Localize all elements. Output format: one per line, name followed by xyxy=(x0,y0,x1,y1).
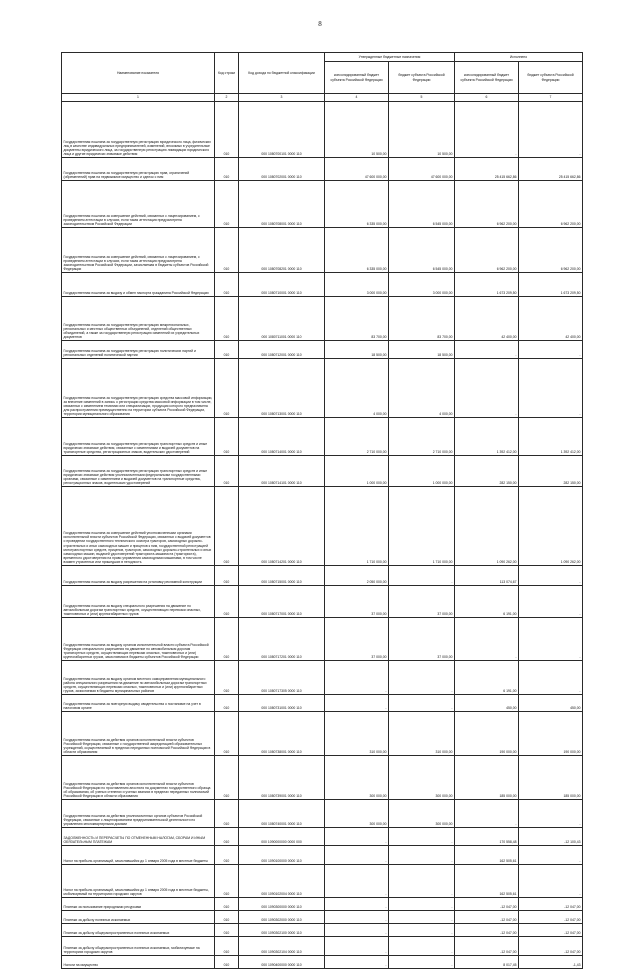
row-name: Государственная пошлина за государственную регистрацию средства массовой информации, за внесение изменений в запись о регистрации средства массовой информации в том числе, связанных с изменением тематики или специализации, продукция которого предназначена для распространения преимущественно на территории субъекта Российской Федерации, территории муниципального образования xyxy=(62,359,215,418)
executed-subject-value: -12 047,00 xyxy=(519,924,583,937)
row-name: ЗАДОЛЖЕННОСТЬ И ПЕРЕРАСЧЕТЫ ПО ОТМЕНЕННЫМ НАЛОГАМ, СБОРАМ И ИНЫМ ОБЯЗАТЕЛЬНЫМ ПЛАТЕЖАМ xyxy=(62,828,215,846)
approved-consolidated-value: - xyxy=(325,911,389,924)
approved-subject-value: - xyxy=(389,924,455,937)
approved-subject-value: 47 600 000,00 xyxy=(389,158,455,181)
executed-subject-value: - xyxy=(519,102,583,158)
approved-subject-value: - xyxy=(389,898,455,911)
row-kbk: 000 1080717305 0000 110 xyxy=(239,661,325,695)
row-name: Государственная пошлина за действия уполномоченных органов субъектов Российской Федерации, связанные с лицензированием предпринимательской деятельности по управлению многоквартирными домами xyxy=(62,800,215,828)
row-code: 010 xyxy=(215,911,239,924)
executed-subject-value: 1 090 262,00 xyxy=(519,487,583,566)
row-name: Государственная пошлина за совершение действий уполномоченными органами исполнительной власти субъектов Российской Федерации, связанных с выдачей документов о проведении государственного технического осмотра тракторов, самоходных дорожно-строительных и иных самоходных машин и прицепов к ним, государственной регистрацией мототранспортных средств, прицепов, тракторов, самоходных дорожно-строительных и иных самоходных машин, выдачей удостоверений тракториста-машиниста (тракториста), временного удостоверения на право управления самоходными машинами, в том числе взамен утраченных или пришедших в негодность xyxy=(62,487,215,566)
executed-consolidated-value: - xyxy=(455,359,519,418)
executed-subject-value: 6 962 200,00 xyxy=(519,181,583,228)
executed-subject-value: - xyxy=(519,341,583,359)
row-kbk: 000 1090302104 0000 110 xyxy=(239,937,325,956)
row-code: 010 xyxy=(215,695,239,712)
row-kbk: 000 1080731001 0000 110 xyxy=(239,695,325,712)
row-kbk: 000 1080702001 0000 110 xyxy=(239,158,325,181)
table-row xyxy=(62,359,583,418)
approved-subject-value: 6 545 000,00 xyxy=(389,181,455,228)
executed-consolidated-value: - xyxy=(455,341,519,359)
executed-subject-value: 282 150,00 xyxy=(519,456,583,487)
approved-subject-value: 300 000,00 xyxy=(389,800,455,828)
approved-consolidated-value: 83 700,00 xyxy=(325,297,389,341)
row-kbk: 000 1080739001 0000 110 xyxy=(239,756,325,800)
row-name: Государственная пошлина за действия органов исполнительной власти субъектов Российской Федерации, связанные с государственной аккредитацией образовательных учреждений, осуществляемой в пределах переданных полномочий Российской Федерации в области образования xyxy=(62,712,215,756)
executed-subject-value: 190 000,00 xyxy=(519,712,583,756)
column-numbers-row xyxy=(62,94,583,102)
executed-subject-value: 450,00 xyxy=(519,695,583,712)
approved-consolidated-value: 2 050 000,00 xyxy=(325,566,389,586)
executed-subject-value: - xyxy=(519,865,583,898)
row-kbk: 000 1080717201 0000 110 xyxy=(239,618,325,661)
row-name: Платежи за добычу общераспространенных полезных ископаемых xyxy=(62,924,215,937)
table-row xyxy=(62,661,583,695)
approved-subject-value: 3 000 000,00 xyxy=(389,273,455,297)
executed-subject-value: -12 047,00 xyxy=(519,937,583,956)
row-code: 010 xyxy=(215,359,239,418)
executed-consolidated-value: 162 505,61 xyxy=(455,865,519,898)
approved-consolidated-value: 10 500,00 xyxy=(325,102,389,158)
row-kbk: 000 1080712001 0000 110 xyxy=(239,341,325,359)
executed-consolidated-value: 1 673 209,50 xyxy=(455,273,519,297)
row-kbk: 000 1080740001 0000 110 xyxy=(239,800,325,828)
row-kbk: 000 1080714101 0000 110 xyxy=(239,456,325,487)
executed-subject-value: 1 673 209,50 xyxy=(519,273,583,297)
executed-subject-value: -12 047,00 xyxy=(519,898,583,911)
executed-consolidated-value: -12 047,00 xyxy=(455,911,519,924)
row-kbk: 000 1080708201 0000 110 xyxy=(239,228,325,273)
executed-consolidated-value: 450,00 xyxy=(455,695,519,712)
approved-subject-value: 1 000 000,00 xyxy=(389,456,455,487)
approved-consolidated-value: 3 000 000,00 xyxy=(325,273,389,297)
row-code: 010 xyxy=(215,924,239,937)
table-row xyxy=(62,846,583,865)
row-code: 010 xyxy=(215,181,239,228)
row-kbk: 000 1080714001 0000 110 xyxy=(239,418,325,456)
column-number: 1 xyxy=(62,94,215,102)
header-kbk: Код дохода по бюджетной классификации xyxy=(239,53,325,94)
row-code: 010 xyxy=(215,661,239,695)
executed-subject-value: - xyxy=(519,846,583,865)
table-row xyxy=(62,341,583,359)
approved-subject-value: 1 710 000,00 xyxy=(389,487,455,566)
table-row xyxy=(62,800,583,828)
row-name: Государственная пошлина за государственную регистрацию политических партий и региональных отделений политической партии xyxy=(62,341,215,359)
row-code: 010 xyxy=(215,846,239,865)
row-kbk: 000 1090302100 0000 110 xyxy=(239,924,325,937)
executed-consolidated-value: 162 505,61 xyxy=(455,846,519,865)
executed-subject-value: -1,43 xyxy=(519,956,583,969)
row-kbk: 000 1080711001 0000 110 xyxy=(239,297,325,341)
header-code: Код строки xyxy=(215,53,239,94)
executed-consolidated-value: 42 400,00 xyxy=(455,297,519,341)
row-name: Государственная пошлина за совершение действий, связанных с лицензированием, с проведением аттестации в случаях, если такая аттестация предусмотрена законодательством Российской Федерации xyxy=(62,181,215,228)
table-row xyxy=(62,911,583,924)
column-number: 4 xyxy=(325,94,389,102)
executed-subject-value: 6 962 200,00 xyxy=(519,228,583,273)
approved-subject-value: - xyxy=(389,956,455,969)
row-kbk: 000 1080710001 0000 110 xyxy=(239,273,325,297)
approved-subject-value: 6 545 000,00 xyxy=(389,228,455,273)
table-row xyxy=(62,418,583,456)
approved-subject-value: 10 500,00 xyxy=(389,102,455,158)
approved-consolidated-value: 1 000 000,00 xyxy=(325,456,389,487)
executed-consolidated-value: - xyxy=(455,102,519,158)
executed-consolidated-value: 1 392 412,00 xyxy=(455,418,519,456)
row-kbk: 000 1090102004 0000 110 xyxy=(239,865,325,898)
row-name: Платежи за добычу полезных ископаемых xyxy=(62,911,215,924)
table-row xyxy=(62,618,583,661)
row-code: 010 xyxy=(215,586,239,618)
row-code: 010 xyxy=(215,273,239,297)
row-code: 010 xyxy=(215,937,239,956)
row-kbk: 000 1080713001 0000 110 xyxy=(239,359,325,418)
executed-subject-value: - xyxy=(519,586,583,618)
row-name: Государственная пошлина за государственную регистрацию прав, ограничений (обременений) прав на недвижимое имущество и сделок с ним xyxy=(62,158,215,181)
row-name: Платежи за добычу общераспространенных полезных ископаемых, мобилизуемые на территориях городских округов xyxy=(62,937,215,956)
row-kbk: 000 1080708001 0000 110 xyxy=(239,181,325,228)
row-code: 010 xyxy=(215,865,239,898)
row-code: 010 xyxy=(215,618,239,661)
page-number: 8 xyxy=(318,20,322,28)
row-kbk: 000 1090100000 0000 110 xyxy=(239,846,325,865)
row-name: Государственная пошлина за выдачу органом исполнительной власти субъекта Российской Федерации специального разрешения на движение по автомобильным дорогам транспортных средств, осуществляющих перевозки опасных, тяжеловесных и (или) крупногабаритных грузов, зачисляемая в бюджеты субъектов Российской Федерации xyxy=(62,618,215,661)
row-kbk: 000 1080715001 0000 110 xyxy=(239,566,325,586)
approved-subject-value: - xyxy=(389,828,455,846)
executed-consolidated-value: 113 074,67 xyxy=(455,566,519,586)
approved-subject-value: 83 700,00 xyxy=(389,297,455,341)
approved-consolidated-value: 2 710 000,00 xyxy=(325,418,389,456)
table-row xyxy=(62,586,583,618)
row-kbk: 000 1090302000 0000 110 xyxy=(239,911,325,924)
table-row xyxy=(62,937,583,956)
executed-consolidated-value: - xyxy=(455,618,519,661)
table-row xyxy=(62,273,583,297)
executed-consolidated-value: - xyxy=(455,800,519,828)
approved-consolidated-value: - xyxy=(325,828,389,846)
row-code: 010 xyxy=(215,800,239,828)
approved-subject-value: - xyxy=(389,695,455,712)
row-code: 010 xyxy=(215,456,239,487)
row-code: 010 xyxy=(215,566,239,586)
approved-consolidated-value: - xyxy=(325,898,389,911)
approved-subject-value: 18 500,00 xyxy=(389,341,455,359)
row-code: 010 xyxy=(215,898,239,911)
header-executed-subject: бюджет субъекта Российской Федерации xyxy=(519,62,583,94)
approved-subject-value: 310 000,00 xyxy=(389,712,455,756)
executed-subject-value: -12 047,00 xyxy=(519,911,583,924)
column-number: 2 xyxy=(215,94,239,102)
executed-subject-value: 185 000,00 xyxy=(519,756,583,800)
approved-subject-value: 4 000,00 xyxy=(389,359,455,418)
row-name: Налоги на имущество xyxy=(62,956,215,969)
approved-subject-value: 37 000,00 xyxy=(389,618,455,661)
executed-consolidated-value: 170 558,48 xyxy=(455,828,519,846)
row-name: Государственная пошлина за действия органов исполнительной власти субъектов Российской Федерации по проставлению апостиля на документах государственного образца об образовании, об ученых степенях и ученых званиях в пределах переданных полномочий Российской Федерации в области образования xyxy=(62,756,215,800)
table-row xyxy=(62,924,583,937)
approved-consolidated-value: - xyxy=(325,956,389,969)
executed-consolidated-value: 6 962 200,00 xyxy=(455,181,519,228)
executed-subject-value: - xyxy=(519,661,583,695)
approved-consolidated-value: 47 600 000,00 xyxy=(325,158,389,181)
header-approved-subject: бюджет субъекта Российской Федерации xyxy=(389,62,455,94)
table-row xyxy=(62,487,583,566)
table-row xyxy=(62,456,583,487)
approved-consolidated-value: - xyxy=(325,937,389,956)
executed-subject-value: 25 415 662,86 xyxy=(519,158,583,181)
header-approved: Утвержденные бюджетные назначения xyxy=(325,53,455,62)
row-code: 010 xyxy=(215,341,239,359)
executed-consolidated-value: 6 191,00 xyxy=(455,586,519,618)
row-name: Государственная пошлина за государственную регистрацию транспортных средств и иные юридически значимые действия уполномоченными федеральными государственными органами, связанные с изменением и выдачей документов на транспортные средства, регистрационных знаков, водительских удостоверений xyxy=(62,456,215,487)
approved-consolidated-value: 6 335 000,00 xyxy=(325,181,389,228)
executed-consolidated-value: -12 047,00 xyxy=(455,924,519,937)
approved-consolidated-value: - xyxy=(325,924,389,937)
approved-consolidated-value: 300 000,00 xyxy=(325,800,389,828)
executed-consolidated-value: 25 415 662,86 xyxy=(455,158,519,181)
approved-subject-value: - xyxy=(389,846,455,865)
approved-consolidated-value: - xyxy=(325,865,389,898)
column-number: 6 xyxy=(455,94,519,102)
executed-consolidated-value: 190 000,00 xyxy=(455,712,519,756)
approved-consolidated-value: 4 000,00 xyxy=(325,359,389,418)
table-row xyxy=(62,297,583,341)
row-kbk: 000 1080738001 0000 110 xyxy=(239,712,325,756)
approved-consolidated-value: 310 000,00 xyxy=(325,712,389,756)
executed-subject-value: - xyxy=(519,800,583,828)
header-approved-consolidated: консолидированный бюджет субъекта Российской Федерации xyxy=(325,62,389,94)
approved-consolidated-value: 37 000,00 xyxy=(325,618,389,661)
approved-consolidated-value: - xyxy=(325,661,389,695)
table-row xyxy=(62,181,583,228)
approved-consolidated-value: 37 000,00 xyxy=(325,586,389,618)
table-row xyxy=(62,228,583,273)
executed-consolidated-value: -12 047,00 xyxy=(455,898,519,911)
executed-consolidated-value: 6 191,00 xyxy=(455,661,519,695)
row-code: 010 xyxy=(215,297,239,341)
approved-consolidated-value: 6 335 000,00 xyxy=(325,228,389,273)
row-name: Государственная пошлина за выдачу и обмен паспорта гражданина Российской Федерации xyxy=(62,273,215,297)
header-name: Наименование показателя xyxy=(62,53,215,94)
row-code: 010 xyxy=(215,102,239,158)
table-row xyxy=(62,756,583,800)
row-code: 010 xyxy=(215,956,239,969)
approved-consolidated-value: 18 500,00 xyxy=(325,341,389,359)
executed-consolidated-value: 282 150,00 xyxy=(455,456,519,487)
header-executed: Исполнено xyxy=(455,53,583,62)
approved-consolidated-value: - xyxy=(325,695,389,712)
header-executed-consolidated: консолидированный бюджет субъекта Российской Федерации xyxy=(455,62,519,94)
row-kbk: 000 1090000000 0000 000 xyxy=(239,828,325,846)
approved-consolidated-value: 1 710 000,00 xyxy=(325,487,389,566)
table-row xyxy=(62,102,583,158)
column-number: 7 xyxy=(519,94,583,102)
table-row xyxy=(62,865,583,898)
row-name: Государственная пошлина за выдачу специального разрешения на движение по автомобильным дорогам транспортных средств, осуществляющих перевозки опасных, тяжеловесных и (или) крупногабаритных грузов xyxy=(62,586,215,618)
row-name: Государственная пошлина за государственную регистрацию транспортных средств и иные юридически значимые действия, связанные с изменениями и выдачей документов на транспортные средства, регистрационных знаков, водительских удостоверений xyxy=(62,418,215,456)
row-name: Государственная пошлина за выдачу органом местного самоуправления муниципального района специального разрешения на движение по автомобильным дорогам транспортных средств, осуществляющих перевозки опасных, тяжеловесных и (или) крупногабаритных грузов, зачисляемая в бюджеты муниципальных районов xyxy=(62,661,215,695)
executed-subject-value: 42 400,00 xyxy=(519,297,583,341)
table-row xyxy=(62,956,583,969)
approved-subject-value: - xyxy=(389,661,455,695)
row-code: 010 xyxy=(215,487,239,566)
table-row xyxy=(62,566,583,586)
table-row xyxy=(62,898,583,911)
executed-consolidated-value: 1 090 262,00 xyxy=(455,487,519,566)
row-code: 010 xyxy=(215,228,239,273)
row-name: Государственная пошлина за выдачу разрешения на установку рекламной конструкции xyxy=(62,566,215,586)
row-name: Государственная пошлина за повторную выдачу свидетельства о постановке на учет в налоговом органе xyxy=(62,695,215,712)
approved-consolidated-value: - xyxy=(325,846,389,865)
executed-subject-value: - xyxy=(519,618,583,661)
approved-subject-value: 300 000,00 xyxy=(389,756,455,800)
approved-subject-value: - xyxy=(389,566,455,586)
row-code: 010 xyxy=(215,712,239,756)
revenue-table xyxy=(61,52,583,969)
approved-subject-value: - xyxy=(389,865,455,898)
table-row xyxy=(62,695,583,712)
executed-consolidated-value: 185 000,00 xyxy=(455,756,519,800)
executed-subject-value: - xyxy=(519,359,583,418)
row-kbk: 000 1080700101 0000 110 xyxy=(239,102,325,158)
executed-subject-value: -12 100,43 xyxy=(519,828,583,846)
row-name: Налог на прибыль организаций, зачислявшийся до 1 января 2005 года в местные бюджеты xyxy=(62,846,215,865)
row-name: Государственная пошлина за государственную регистрацию юридического лица, физических лиц в качестве индивидуальных предпринимателей, изменений, вносимых в учредительные документы юридического лица, за государственную регистрацию ликвидации юридического лица и другие юридически значимые действия xyxy=(62,102,215,158)
executed-consolidated-value: 8 017,45 xyxy=(455,956,519,969)
column-number: 3 xyxy=(239,94,325,102)
row-name: Государственная пошлина за государственную регистрацию межрегиональных, региональных и местных общественных объединений, отделений общественных объединений, а также за государственную регистрацию изменений их учредительных документов xyxy=(62,297,215,341)
table-row xyxy=(62,712,583,756)
approved-subject-value: 37 000,00 xyxy=(389,586,455,618)
column-number: 5 xyxy=(389,94,455,102)
row-kbk: 000 1090300000 0000 110 xyxy=(239,898,325,911)
row-name: Государственная пошлина за совершение действий, связанных с лицензированием, с проведением аттестации в случаях, если такая аттестация предусмотрена законодательством Российской Федерации, зачисляемая в бюджеты субъектов Российской Федерации xyxy=(62,228,215,273)
approved-subject-value: - xyxy=(389,911,455,924)
executed-consolidated-value: 6 962 200,00 xyxy=(455,228,519,273)
row-name: Налог на прибыль организаций, зачислявшийся до 1 января 2005 года в местные бюджеты, мобилизуемый на территориях городских округов xyxy=(62,865,215,898)
executed-subject-value: 1 392 412,00 xyxy=(519,418,583,456)
executed-consolidated-value: -12 047,00 xyxy=(455,937,519,956)
table-row xyxy=(62,828,583,846)
row-kbk: 000 1080714201 0000 110 xyxy=(239,487,325,566)
row-code: 010 xyxy=(215,828,239,846)
row-kbk: 000 1090400000 0000 110 xyxy=(239,956,325,969)
approved-consolidated-value: 300 000,00 xyxy=(325,756,389,800)
row-code: 010 xyxy=(215,756,239,800)
table-row xyxy=(62,158,583,181)
row-code: 010 xyxy=(215,158,239,181)
row-name: Платежи за пользование природными ресурсами xyxy=(62,898,215,911)
row-kbk: 000 1080717001 0000 110 xyxy=(239,586,325,618)
approved-subject-value: 2 710 000,00 xyxy=(389,418,455,456)
row-code: 010 xyxy=(215,418,239,456)
executed-subject-value: - xyxy=(519,566,583,586)
approved-subject-value: - xyxy=(389,937,455,956)
